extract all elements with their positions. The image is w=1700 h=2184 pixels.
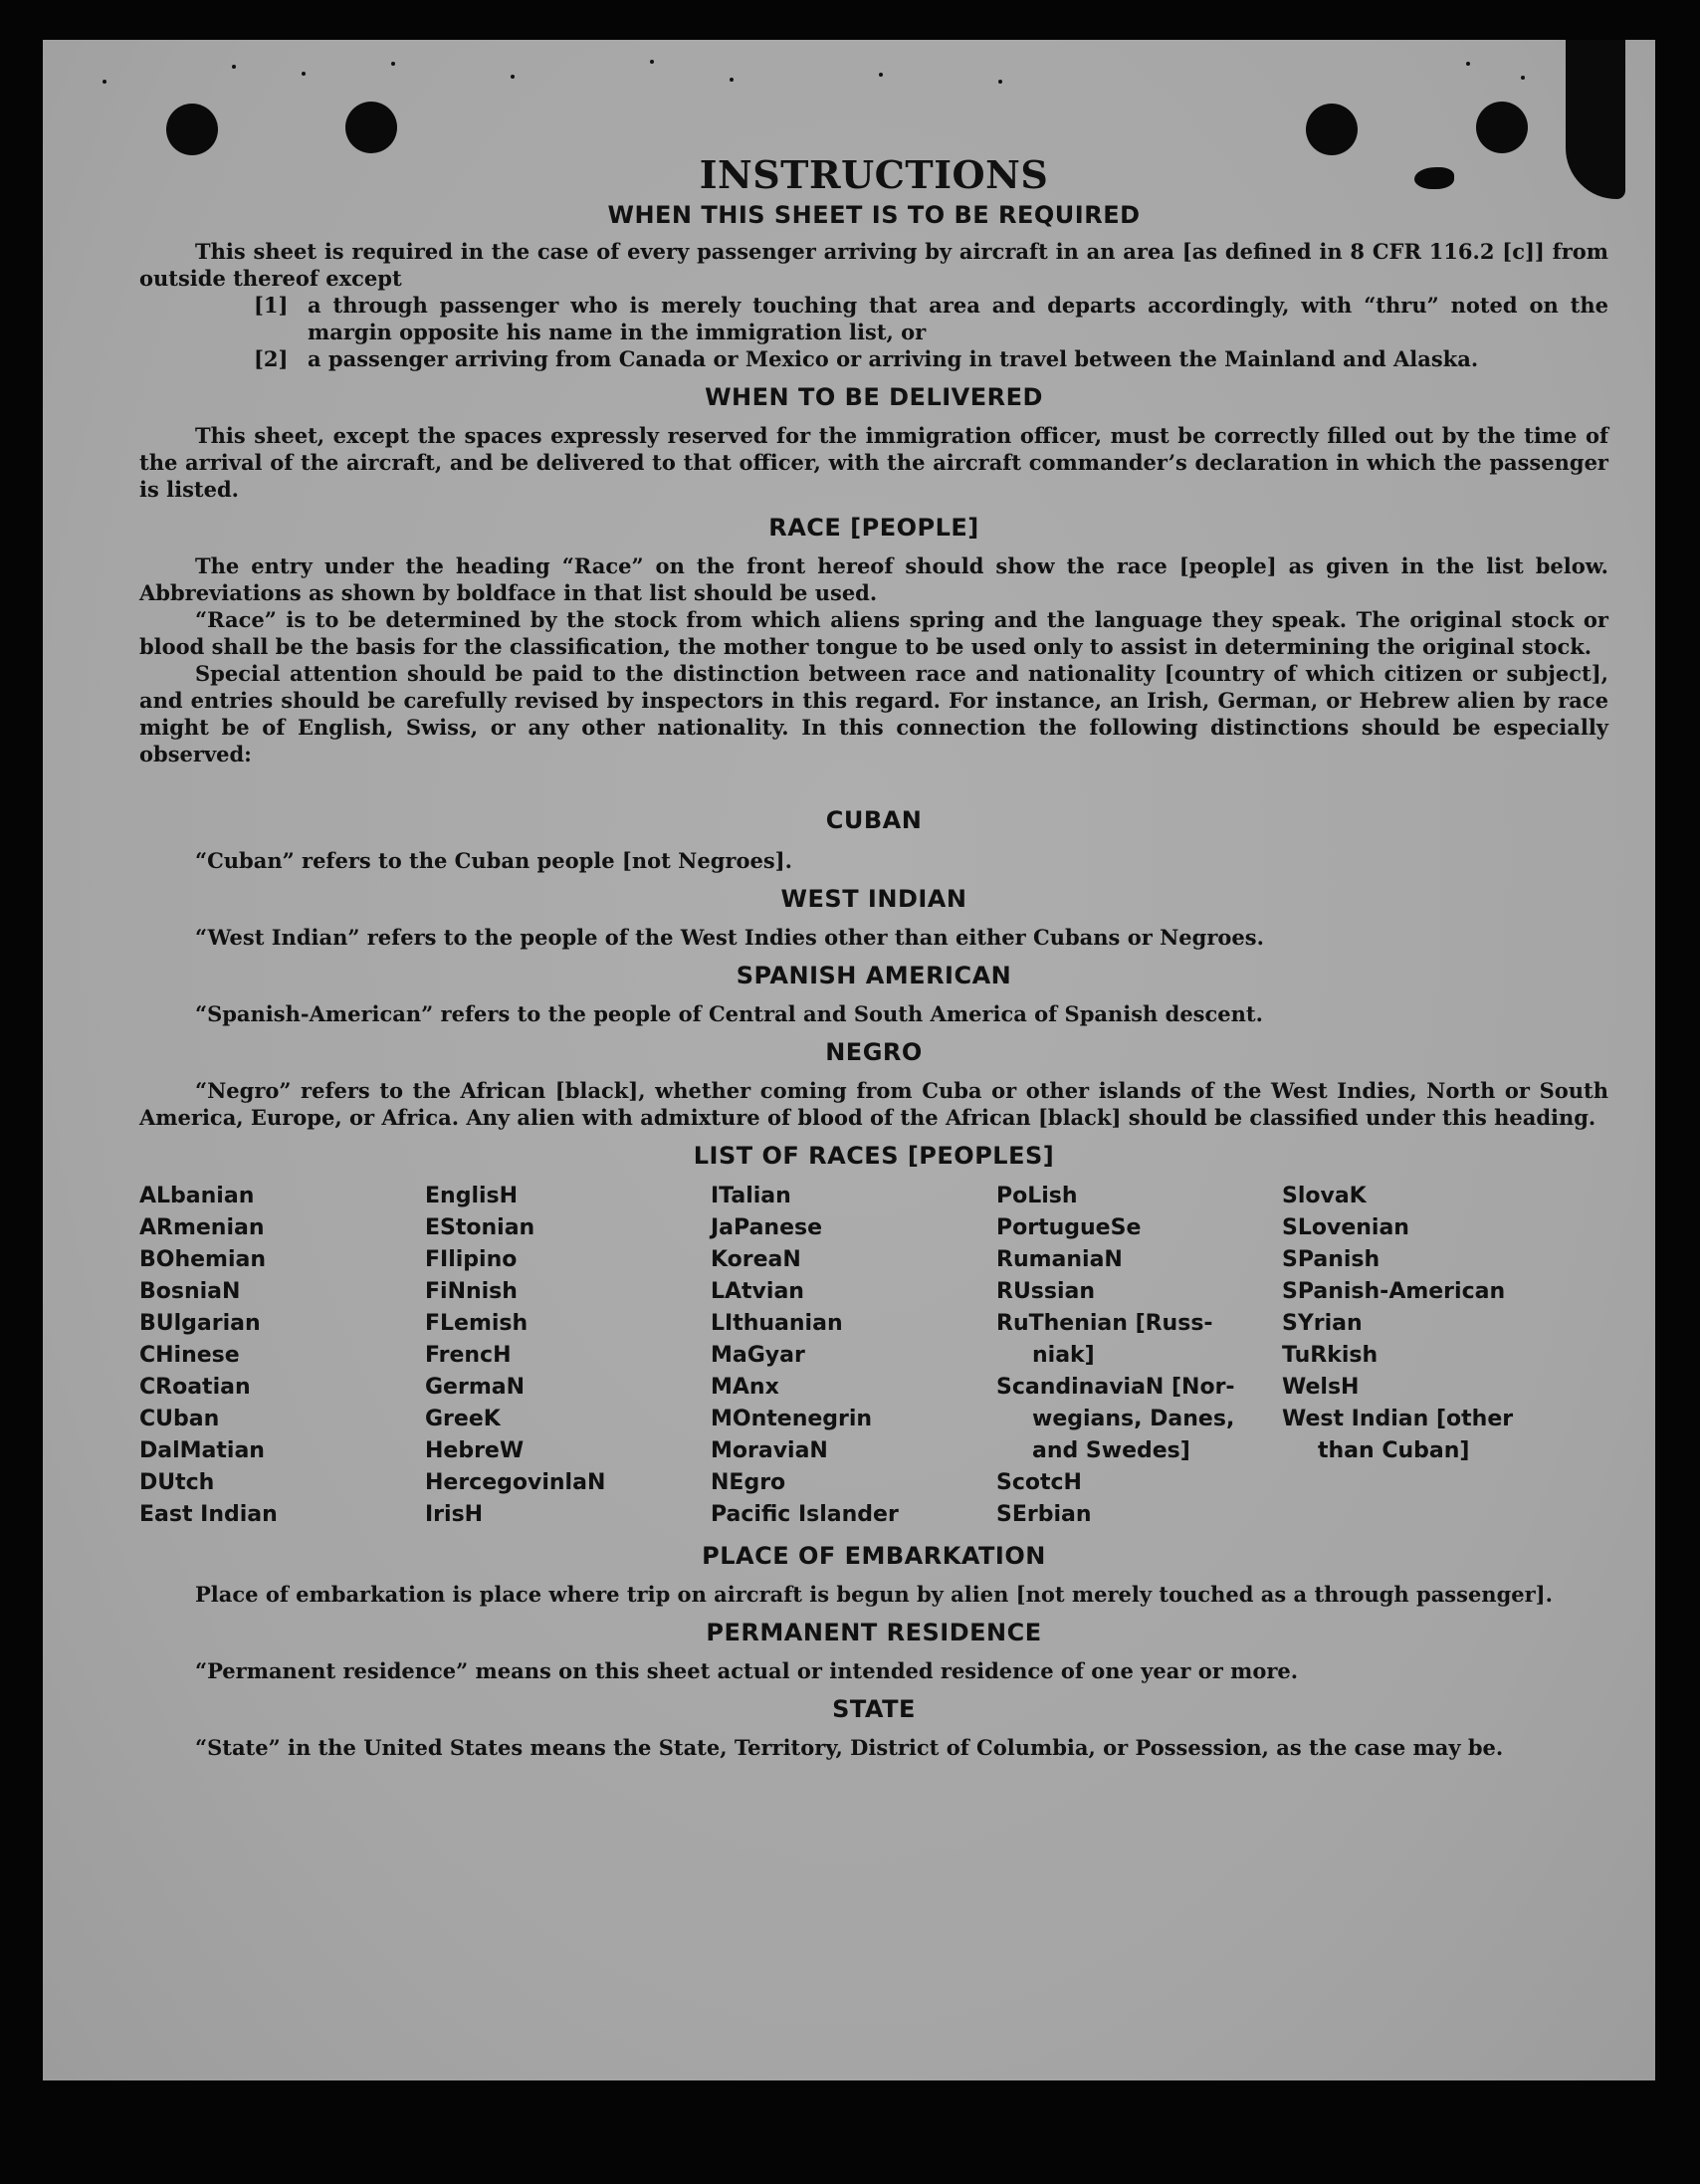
delivered-text: This sheet, except the spaces expressly reserved for the immigration officer, must be correctly filled out by the time of the arrival of the aircraft, and be delivered to that officer, with the aircraft commander’s declaration in which the passenger is listed. [139,423,1608,502]
races-list [139,1181,1608,1531]
race-paragraph-2: “Race” is to be determined by the stock from which aliens spring and the language they speak. The original stock or blood shall be the basis for the classification, the mother tongue to be used only to assist in determining the original stock. [139,607,1608,659]
race-entry: BUlgarian [139,1311,261,1336]
punch-hole [166,104,218,155]
race-entry: HercegovinlaN [425,1470,606,1495]
race-entry: PortugueSe [996,1215,1142,1240]
item-number: [2] [254,346,289,371]
page-title: INSTRUCTIONS [699,152,1049,197]
races-column [425,1181,711,1531]
races-column [139,1181,425,1531]
races-column [996,1181,1282,1531]
race-entry: SPanish-American [1282,1279,1506,1304]
heading-west-indian: WEST INDIAN [780,885,967,913]
race-entry: SErbian [996,1502,1092,1527]
race-entry: and Swedes] [1032,1438,1190,1463]
cuban-text: “Cuban” refers to the Cuban people [not Negroes]. [195,848,792,873]
race-entry: GreeK [425,1407,501,1431]
race-entry: HebreW [425,1438,525,1463]
race-entry: Pacific Islander [711,1502,899,1527]
race-entry: DalMatian [139,1438,265,1463]
race-entry: ScotcH [996,1470,1082,1495]
item-text: a through passenger who is merely touching that area and departs accordingly, with “thru” noted on the margin opposite his name in the immigration list, or [308,293,1608,344]
race-entry: ARmenian [139,1215,265,1240]
race-entry: SlovaK [1282,1184,1367,1208]
race-entry: EStonian [425,1215,535,1240]
race-entry: FIlipino [425,1247,518,1272]
race-paragraph-3: Special attention should be paid to the distinction between race and nationality [country of which citizen or subject], and entries should be carefully revised by inspectors in this regard. For instance, an Irish, German, or Hebrew alien by race might be of English, Swiss, or any other nationality. In this connection the following distinctions should be especially observed: [139,661,1608,766]
list-item [254,345,1608,372]
race-entry: East Indian [139,1502,278,1527]
race-entry: TuRkish [1282,1343,1379,1368]
speck [391,62,395,66]
list-item [254,292,1608,345]
heading-residence: PERMANENT RESIDENCE [706,1619,1042,1646]
west-indian-text: “West Indian” refers to the people of the West Indies other than either Cubans or Negroes. [195,925,1264,950]
race-entry: JaPanese [711,1215,823,1240]
residence-text: “Permanent residence” means on this sheet actual or intended residence of one year or more. [195,1658,1299,1683]
race-entry: FiNnish [425,1279,518,1304]
race-entry: FrencH [425,1343,512,1368]
race-entry: MoraviaN [711,1438,828,1463]
race-entry: IrisH [425,1502,484,1527]
negro-text: “Negro” refers to the African [black], whether coming from Cuba or other islands of the West Indies, North or South America, Europe, or Africa. Any alien with admixture of blood of the African [black] should be classified under this heading. [139,1078,1608,1130]
race-entry: RUssian [996,1279,1096,1304]
heading-required: WHEN THIS SHEET IS TO BE REQUIRED [607,201,1141,229]
race-entry: BOhemian [139,1247,267,1272]
speck [103,80,106,84]
document-sheet [43,40,1655,2080]
race-entry: MAnx [711,1375,779,1400]
race-entry: SLovenian [1282,1215,1409,1240]
embarkation-text: Place of embarkation is place where trip on aircraft is begun by alien [not merely touched as a through passenger]. [195,1582,1553,1607]
race-entry: RuThenian [Russ- [996,1311,1213,1336]
heading-delivered: WHEN TO BE DELIVERED [705,383,1043,411]
race-entry: CUban [139,1407,220,1431]
race-entry: WelsH [1282,1375,1360,1400]
race-entry: West Indian [other [1282,1407,1514,1431]
speck [511,75,515,79]
speck [1466,62,1470,66]
race-entry: NEgro [711,1470,786,1495]
heading-cuban: CUBAN [825,806,923,834]
instructions-content [139,152,1608,1761]
heading-state: STATE [832,1695,916,1723]
race-entry: PoLish [996,1184,1078,1208]
race-entry: GermaN [425,1375,526,1400]
race-entry: MaGyar [711,1343,805,1368]
race-entry: ALbanian [139,1184,255,1208]
spanish-american-text: “Spanish-American” refers to the people of Central and South America of Spanish descent. [195,1001,1263,1026]
speck [302,72,306,76]
heading-spanish-american: SPANISH AMERICAN [736,962,1012,989]
races-column [711,1181,996,1531]
race-paragraph-1: The entry under the heading “Race” on the front hereof should show the race [people] as given in the list below. Abbreviations as shown by boldface in that list should be used. [139,553,1608,605]
race-entry: MOntenegrin [711,1407,873,1431]
race-entry: SPanish [1282,1247,1381,1272]
race-entry: DUtch [139,1470,215,1495]
race-entry: CRoatian [139,1375,251,1400]
speck [879,73,883,77]
race-entry: EnglisH [425,1184,519,1208]
race-entry: ITalian [711,1184,791,1208]
race-entry: wegians, Danes, [1032,1407,1235,1431]
state-text: “State” in the United States means the State, Territory, District of Columbia, or Possession, as the case may be. [195,1735,1504,1760]
races-column [1282,1181,1568,1531]
speck [730,78,734,82]
race-entry: ScandinaviaN [Nor- [996,1375,1235,1400]
punch-hole [1306,104,1358,155]
race-entry: RumaniaN [996,1247,1123,1272]
heading-negro: NEGRO [825,1038,923,1066]
punch-hole [1476,102,1528,153]
race-entry: BosniaN [139,1279,241,1304]
speck [1521,76,1525,80]
punch-hole [345,102,397,153]
race-entry: FLemish [425,1311,529,1336]
required-intro: This sheet is required in the case of every passenger arriving by aircraft in an area [as defined in 8 CFR 116.2 [c]] from outside thereof except [139,239,1608,291]
race-entry: CHinese [139,1343,240,1368]
speck [650,60,654,64]
speck [998,80,1002,84]
item-text: a passenger arriving from Canada or Mexico or arriving in travel between the Mainland and Alaska. [308,346,1479,371]
race-entry: LIthuanian [711,1311,843,1336]
race-entry: SYrian [1282,1311,1363,1336]
speck [232,65,236,69]
heading-race: RACE [PEOPLE] [768,514,979,542]
race-entry: LAtvian [711,1279,804,1304]
race-entry: than Cuban] [1318,1438,1470,1463]
item-number: [1] [254,293,289,318]
race-entry: niak] [1032,1343,1095,1368]
heading-embarkation: PLACE OF EMBARKATION [702,1542,1046,1570]
race-entry: KoreaN [711,1247,801,1272]
heading-list-of-races: LIST OF RACES [PEOPLES] [693,1142,1055,1170]
